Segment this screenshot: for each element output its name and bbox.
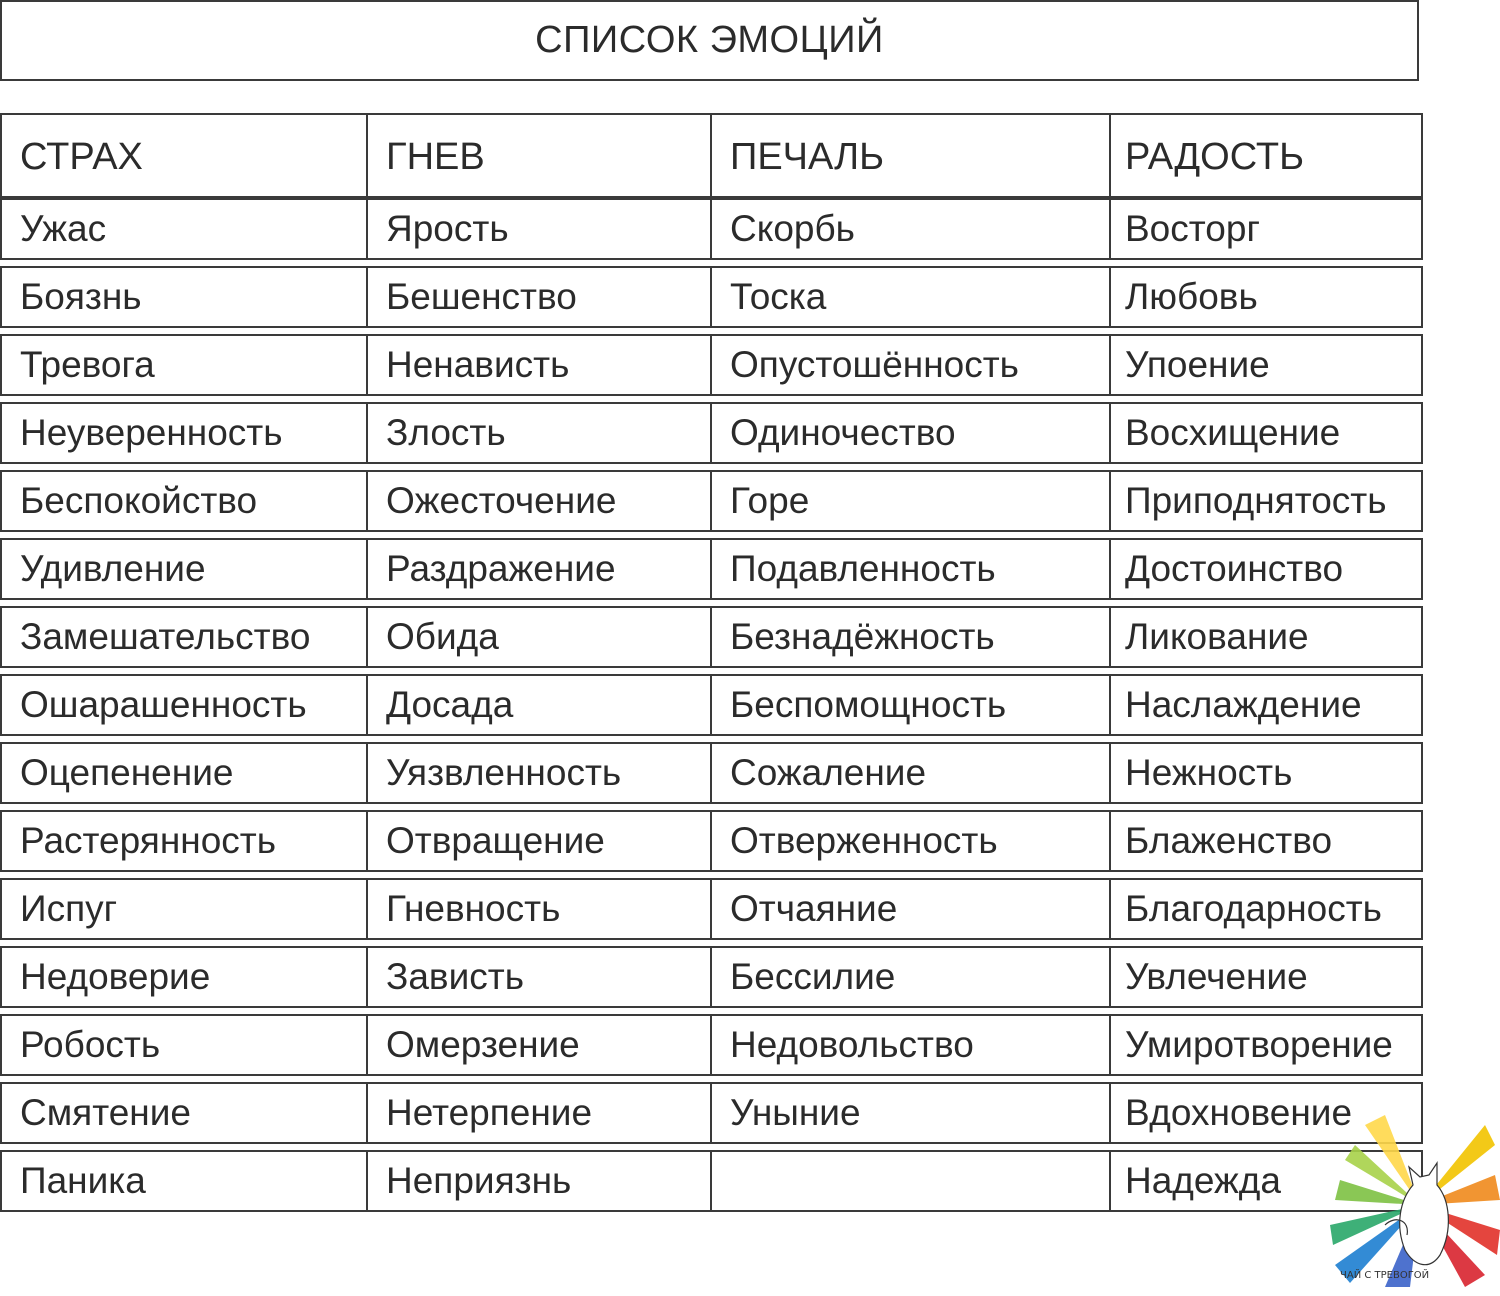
table-cell: Ликование [1109,608,1421,666]
table-cell: Благодарность [1109,880,1421,938]
page-title: СПИСОК ЭМОЦИЙ [535,19,884,61]
table-cell: Подавленность [710,540,1109,598]
table-cell: Увлечение [1109,948,1421,1006]
logo-caption: ЧАЙ С ТРЕВОГОЙ [1340,1270,1430,1281]
table-cell: Смятение [20,1092,191,1133]
table-cell: Ненависть [366,336,710,394]
table-cell [710,1152,1109,1210]
table-cell: Беспомощность [710,676,1109,734]
table-cell: Замешательство [20,616,311,657]
table-row [0,402,1423,464]
table-cell: Безнадёжность [710,608,1109,666]
table-cell: Отвращение [366,812,710,870]
emotion-table [0,113,1423,1212]
table-cell: Горе [710,472,1109,530]
table-cell: Досада [366,676,710,734]
table-cell: Отчаяние [710,880,1109,938]
table-cell: Боязнь [20,276,142,317]
table-row [0,198,1423,260]
table-row [0,1014,1423,1076]
table-cell: Растерянность [20,820,277,861]
table-cell: Тревога [20,344,155,385]
table-row [0,674,1423,736]
table-cell: Обида [366,608,710,666]
column-header: РАДОСТЬ [1109,115,1421,196]
table-cell: Одиночество [710,404,1109,462]
table-row [0,878,1423,940]
table-cell: Восхищение [1109,404,1421,462]
table-row [0,334,1423,396]
table-cell: Любовь [1109,268,1421,326]
table-row [0,1150,1423,1212]
table-cell: Бессилие [710,948,1109,1006]
table-cell: Приподнятость [1109,472,1421,530]
table-row [0,1082,1423,1144]
table-row [0,946,1423,1008]
table-cell: Неприязнь [366,1152,710,1210]
cat-watercolor-logo [1325,1105,1500,1290]
table-cell: Ошарашенность [20,684,307,725]
table-cell: Оцепенение [20,752,234,793]
table-cell: Ярость [366,200,710,258]
column-header: СТРАХ [20,136,143,178]
table-cell: Удивление [20,548,206,589]
column-header: ГНЕВ [366,115,710,196]
table-cell: Беспокойство [20,480,258,521]
table-cell: Уязвленность [366,744,710,802]
table-cell: Скорбь [710,200,1109,258]
table-cell: Недовольство [710,1016,1109,1074]
table-cell: Упоение [1109,336,1421,394]
table-header-row [0,113,1423,198]
table-cell: Злость [366,404,710,462]
table-cell: Тоска [710,268,1109,326]
table-row [0,742,1423,804]
table-cell: Робость [20,1024,161,1065]
column-header: ПЕЧАЛЬ [710,115,1109,196]
table-row [0,266,1423,328]
table-row [0,470,1423,532]
table-cell: Наслаждение [1109,676,1421,734]
table-cell: Отверженность [710,812,1109,870]
table-cell: Неуверенность [20,412,283,453]
table-cell: Бешенство [366,268,710,326]
table-cell: Нежность [1109,744,1421,802]
table-cell: Паника [20,1160,146,1201]
table-cell: Опустошённость [710,336,1109,394]
table-cell: Ужас [20,208,107,249]
table-cell: Зависть [366,948,710,1006]
table-cell: Надежда [1109,1152,1421,1210]
table-cell: Омерзение [366,1016,710,1074]
table-cell: Раздражение [366,540,710,598]
table-row [0,810,1423,872]
table-cell: Сожаление [710,744,1109,802]
table-cell: Достоинство [1109,540,1421,598]
table-cell: Уныние [710,1084,1109,1142]
page-title-box [0,0,1419,81]
table-cell: Недоверие [20,956,211,997]
table-cell: Умиротворение [1109,1016,1421,1074]
table-cell: Испуг [20,888,118,929]
table-cell: Гневность [366,880,710,938]
table-cell: Ожесточение [366,472,710,530]
table-cell: Блаженство [1109,812,1421,870]
table-row [0,606,1423,668]
table-cell: Вдохновение [1109,1084,1421,1142]
table-cell: Нетерпение [366,1084,710,1142]
table-cell: Восторг [1109,200,1421,258]
table-row [0,538,1423,600]
